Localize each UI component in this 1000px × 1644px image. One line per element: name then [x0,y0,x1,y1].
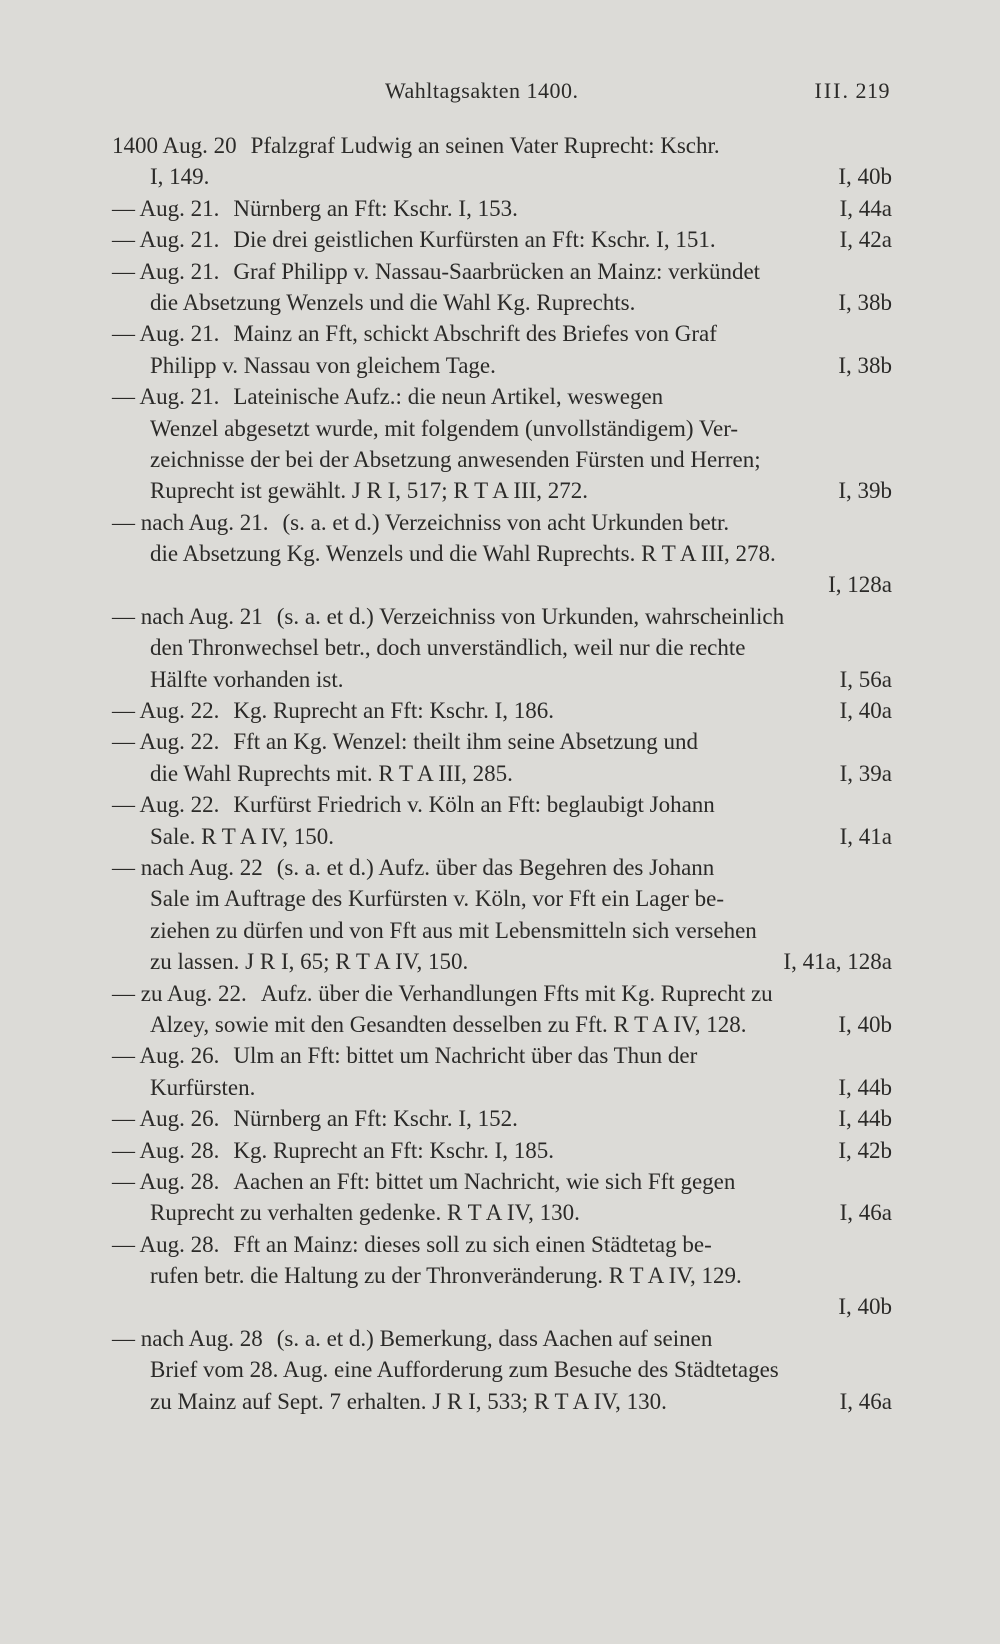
entry-continuation-line [112,1197,892,1228]
calendar-entry [112,1229,892,1323]
calendar-entry [112,381,892,507]
calendar-entry [112,193,892,224]
calendar-entry [112,1166,892,1229]
archive-reference: I, 40b [838,1294,892,1320]
archive-reference: I, 38b [838,352,892,378]
entry-continuation-line [112,538,892,569]
archive-reference: I, 41a [839,823,892,849]
entry-first-line [112,130,892,161]
entry-continuation-line [112,569,892,600]
entry-text: Kurfürst Friedrich v. Köln an Fft: beglaubigt Johann [233,792,715,818]
archive-reference: I, 39a [839,760,892,786]
entry-date: — Aug. 28. [112,1231,220,1257]
entry-first-line [112,789,892,820]
calendar-entry [112,130,892,193]
section-number: III. [814,78,850,103]
archive-reference: I, 40a [839,698,892,724]
entry-first-line [112,1166,892,1197]
calendar-entry [112,726,892,789]
entry-continuation-line [112,413,892,444]
entry-date: — Aug. 22. [112,792,220,818]
calendar-entry [112,1135,892,1166]
entry-text: zeichnisse der bei der Absetzung anwesenden Fürsten und Herren; [150,446,761,472]
entry-text: Graf Philipp v. Nassau-Saarbrücken an Mainz: verkündet [233,258,761,284]
entry-date: — nach Aug. 21. [112,509,269,535]
entry-text: (s. a. et d.) Verzeichniss von acht Urkunden betr. [282,509,730,535]
entry-text: ziehen zu dürfen und von Fft aus mit Lebensmitteln sich versehen [150,917,757,943]
entry-text: Hälfte vorhanden ist. [150,666,344,692]
calendar-entry [112,224,892,255]
entry-date: — Aug. 26. [112,1106,220,1132]
entry-continuation-line [112,1260,892,1291]
archive-reference: I, 44b [838,1074,892,1100]
running-title: Wahltagsakten 1400. [385,78,579,103]
entry-text: (s. a. et d.) Bemerkung, dass Aachen auf seinen [276,1325,713,1351]
entry-date: — Aug. 21. [112,384,220,410]
entry-first-line [112,318,892,349]
entry-continuation-line [112,350,892,381]
entry-date: — Aug. 28. [112,1168,220,1194]
entry-date: — Aug. 21. [112,258,220,284]
entry-text: Die drei geistlichen Kurfürsten an Fft: Kschr. I, 151. [233,227,716,253]
running-header [150,78,890,108]
entry-first-line [112,193,892,224]
page-number: 219 [855,78,890,103]
entry-date: — Aug. 21. [112,227,220,253]
calendar-entry [112,256,892,319]
calendar-entry [112,318,892,381]
calendar-entry [112,695,892,726]
entry-date: — Aug. 26. [112,1043,220,1069]
entry-first-line [112,1229,892,1260]
entry-continuation-line [112,1291,892,1322]
entry-continuation-line [112,475,892,506]
entry-date: — nach Aug. 28 [112,1325,263,1351]
entry-date: — Aug. 21. [112,195,220,221]
archive-reference: I, 46a [839,1200,892,1226]
entry-text: zu Mainz auf Sept. 7 erhalten. J R I, 533; R T A IV, 130. [150,1388,667,1414]
entry-text: Ulm an Fft: bittet um Nachricht über das Thun der [233,1043,698,1069]
entry-continuation-line [112,287,892,318]
entry-continuation-line [112,821,892,852]
calendar-entry [112,507,892,601]
archive-reference: I, 42b [838,1137,892,1163]
entry-text: Lateinische Aufz.: die neun Artikel, weswegen [233,384,664,410]
calendar-entry [112,978,892,1041]
entry-continuation-line [112,1009,892,1040]
entry-first-line [112,601,892,632]
entry-text: Aachen an Fft: bittet um Nachricht, wie sich Fft gegen [233,1168,736,1194]
entry-continuation-line [112,664,892,695]
archive-reference: I, 56a [839,666,892,692]
entry-continuation-line [112,883,892,914]
entry-continuation-line [112,1072,892,1103]
entry-text: (s. a. et d.) Verzeichniss von Urkunden, wahrscheinlich [276,603,785,629]
calendar-entry [112,1323,892,1417]
archive-reference: I, 38b [838,289,892,315]
entry-first-line [112,852,892,883]
entry-text: die Absetzung Wenzels und die Wahl Kg. Ruprechts. [150,289,636,315]
entry-text: den Thronwechsel betr., doch unverständlich, weil nur die rechte [150,635,746,661]
entry-text: Mainz an Fft, schickt Abschrift des Briefes von Graf [233,321,717,347]
entry-text: Fft an Mainz: dieses soll zu sich einen Städtetag be- [233,1231,712,1257]
entry-text: Ruprecht ist gewählt. J R I, 517; R T A III, 272. [150,478,589,504]
entry-continuation-line [112,915,892,946]
archive-reference: I, 42a [839,227,892,253]
archive-reference: I, 40b [838,1011,892,1037]
entry-first-line [112,1323,892,1354]
calendar-entry [112,1040,892,1103]
entry-text: Ruprecht zu verhalten gedenke. R T A IV, 130. [150,1200,580,1226]
entry-text: rufen betr. die Haltung zu der Thronveränderung. R T A IV, 129. [150,1263,742,1289]
entry-text: I, 149. [150,164,210,190]
entry-text: Alzey, sowie mit den Gesandten desselben zu Fft. R T A IV, 128. [150,1011,747,1037]
archive-reference: I, 128a [828,572,892,598]
entry-first-line [112,1040,892,1071]
entry-text: Wenzel abgesetzt wurde, mit folgendem (unvollständigem) Ver- [150,415,739,441]
entry-text: Nürnberg an Fft: Kschr. I, 152. [233,1106,518,1132]
entry-first-line [112,381,892,412]
entry-text: Sale im Auftrage des Kurfürsten v. Köln, vor Fft ein Lager be- [150,886,724,912]
entry-continuation-line [112,758,892,789]
entry-text: Kurfürsten. [150,1074,256,1100]
archive-reference: I, 39b [838,478,892,504]
entry-continuation-line [112,946,892,977]
entry-first-line [112,726,892,757]
entry-date: — Aug. 28. [112,1137,220,1163]
entry-first-line [112,507,892,538]
entry-date: — zu Aug. 22. [112,980,247,1006]
calendar-entry [112,852,892,978]
entry-date: — nach Aug. 21 [112,603,263,629]
entry-list [112,130,892,1417]
entry-text: Brief vom 28. Aug. eine Aufforderung zum Besuche des Städtetages [150,1357,779,1383]
calendar-entry [112,601,892,695]
archive-reference: I, 44a [839,195,892,221]
entry-date: — Aug. 22. [112,698,220,724]
entry-continuation-line [112,1354,892,1385]
entry-text: die Absetzung Kg. Wenzels und die Wahl Ruprechts. R T A III, 278. [150,541,776,567]
entry-text: (s. a. et d.) Aufz. über das Begehren des Johann [276,854,715,880]
entry-date: — Aug. 22. [112,729,220,755]
entry-date: — nach Aug. 22 [112,854,263,880]
entry-date: 1400 Aug. 20 [112,133,237,158]
entry-text: Sale. R T A IV, 150. [150,823,335,849]
archive-reference: I, 41a, 128a [783,949,892,975]
entry-text: Fft an Kg. Wenzel: theilt ihm seine Absetzung und [233,729,699,755]
entry-date: — Aug. 21. [112,321,220,347]
calendar-entry [112,1103,892,1134]
entry-text: Nürnberg an Fft: Kschr. I, 153. [233,195,518,221]
entry-text: Aufz. über die Verhandlungen Ffts mit Kg. Ruprecht zu [260,980,773,1006]
entry-text: Kg. Ruprecht an Fft: Kschr. I, 185. [233,1137,555,1163]
entry-text: Kg. Ruprecht an Fft: Kschr. I, 186. [233,698,555,724]
archive-reference: I, 40b [838,164,892,190]
entry-text: Philipp v. Nassau von gleichem Tage. [150,352,496,378]
calendar-entry [112,789,892,852]
entry-text: die Wahl Ruprechts mit. R T A III, 285. [150,760,513,786]
entry-first-line [112,695,892,726]
entry-text: Pfalzgraf Ludwig an seinen Vater Ruprecht: Kschr. [250,133,720,158]
entry-first-line [112,224,892,255]
entry-first-line [112,978,892,1009]
archive-reference: I, 46a [839,1388,892,1414]
entry-continuation-line [112,161,892,192]
entry-continuation-line [112,444,892,475]
entry-first-line [112,256,892,287]
archive-reference: I, 44b [838,1106,892,1132]
entry-continuation-line [112,632,892,663]
entry-first-line [112,1103,892,1134]
entry-first-line [112,1135,892,1166]
entry-text: zu lassen. J R I, 65; R T A IV, 150. [150,949,469,975]
entry-continuation-line [112,1386,892,1417]
